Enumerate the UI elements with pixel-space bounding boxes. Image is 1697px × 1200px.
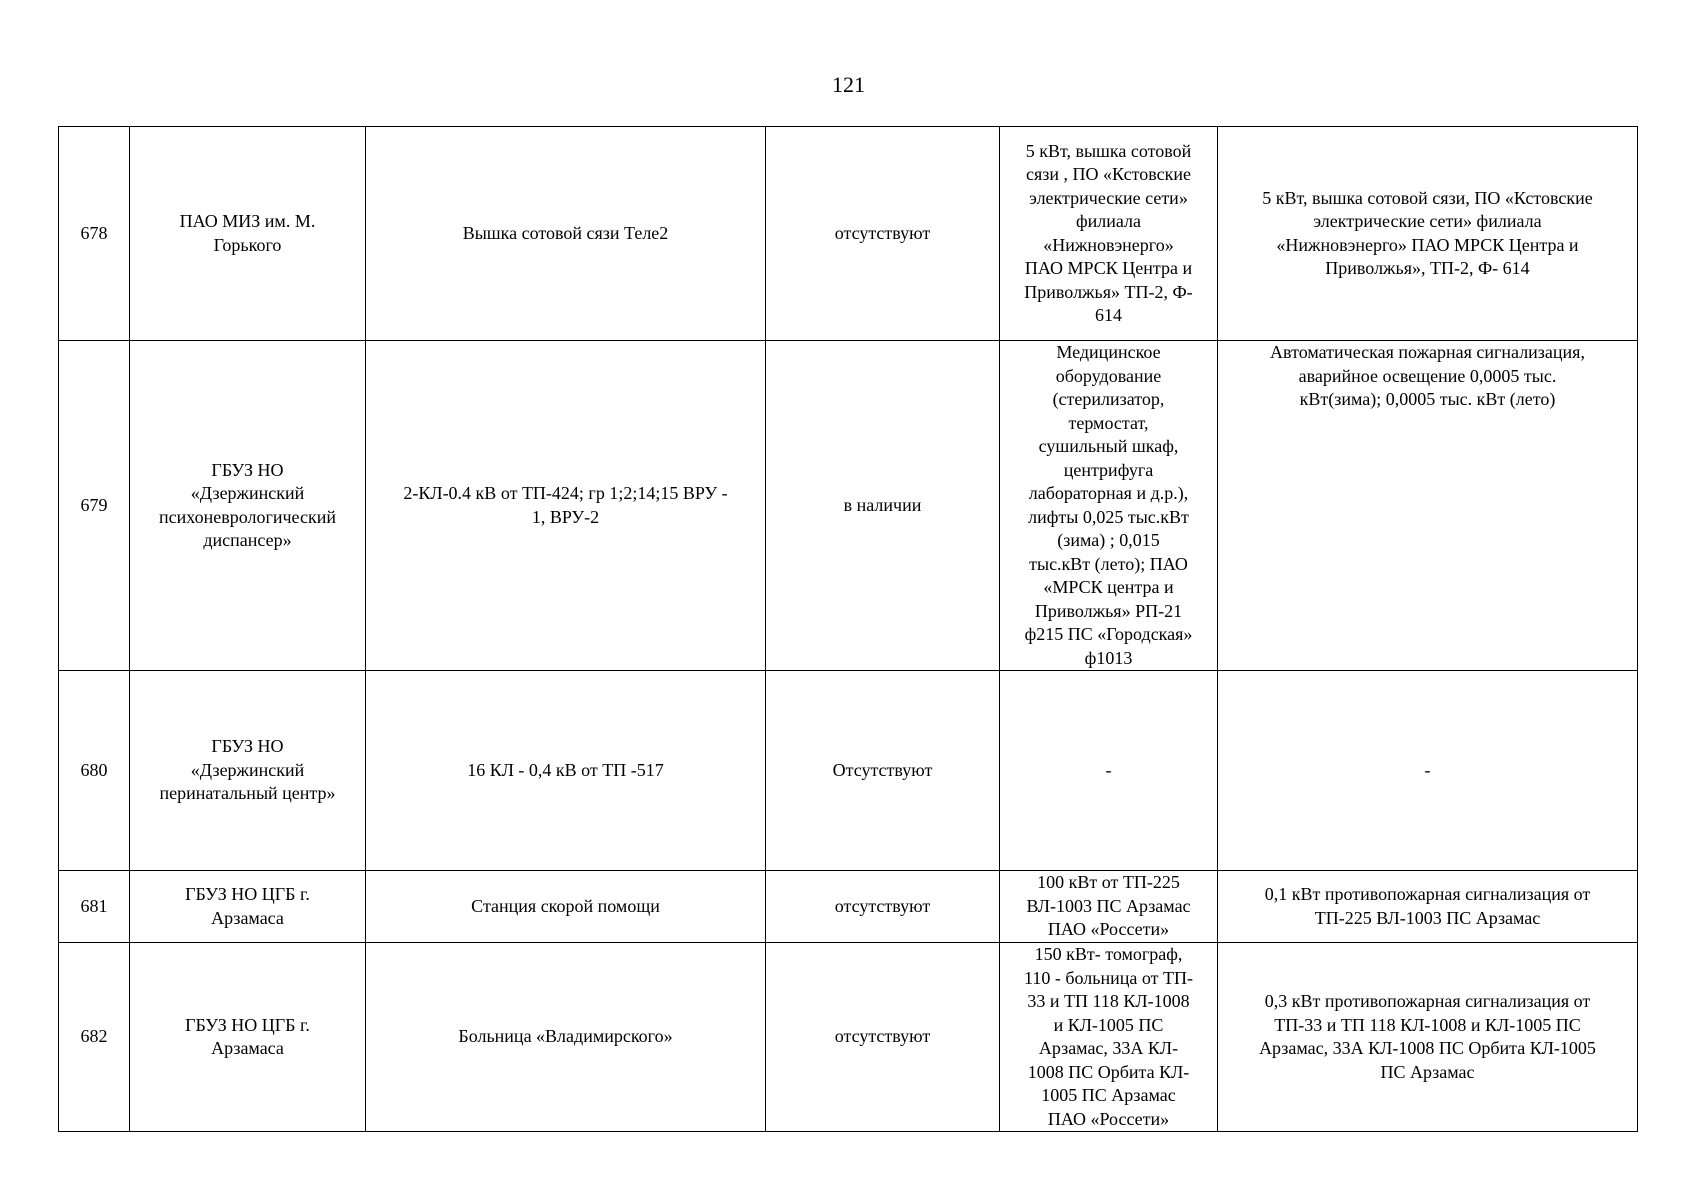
owner-cell: ГБУЗ НО «Дзержинский психоневрологический диспансер» — [130, 341, 366, 671]
object-cell: Больница «Владимирского» — [366, 943, 766, 1132]
row-number: 679 — [59, 341, 130, 671]
power-source-cell: Медицинское оборудование (стерилизатор, термостат, сушильный шкаф, центрифуга лабораторная и д.р.), лифты 0,025 тыс.кВт (зима) ; 0,015 тыс.кВт (лето); ПАО «МРСК центра и Приволжья» РП-21 ф215 ПС «Городская» ф1013 — [1000, 341, 1218, 671]
availability-cell: Отсутствуют — [766, 671, 1000, 871]
data-table — [58, 126, 1638, 1132]
object-cell: Станция скорой помощи — [366, 871, 766, 943]
owner-cell: ГБУЗ НО «Дзержинский перинатальный центр» — [130, 671, 366, 871]
owner-cell: ПАО МИЗ им. М. Горького — [130, 127, 366, 341]
availability-cell: отсутствуют — [766, 943, 1000, 1132]
emergency-supply-cell: - — [1218, 671, 1638, 871]
table-row — [59, 671, 1638, 871]
availability-cell: отсутствуют — [766, 127, 1000, 341]
owner-cell: ГБУЗ НО ЦГБ г. Арзамаса — [130, 871, 366, 943]
row-number: 678 — [59, 127, 130, 341]
power-source-cell: 5 кВт, вышка сотовой сязи , ПО «Кстовские электрические сети» филиала «Нижновэнерго» ПАО МРСК Центра и Приволжья» ТП-2, Ф- 614 — [1000, 127, 1218, 341]
emergency-supply-cell: 0,1 кВт противопожарная сигнализация от ТП-225 ВЛ-1003 ПС Арзамас — [1218, 871, 1638, 943]
emergency-supply-cell: 5 кВт, вышка сотовой сязи, ПО «Кстовские электрические сети» филиала «Нижновэнерго» ПАО МРСК Центра и Приволжья», ТП-2, Ф- 614 — [1218, 127, 1638, 341]
object-cell: Вышка сотовой сязи Теле2 — [366, 127, 766, 341]
row-number: 681 — [59, 871, 130, 943]
owner-cell: ГБУЗ НО ЦГБ г. Арзамаса — [130, 943, 366, 1132]
table-row — [59, 943, 1638, 1132]
table-row — [59, 341, 1638, 671]
emergency-supply-cell: Автоматическая пожарная сигнализация, аварийное освещение 0,0005 тыс. кВт(зима); 0,0005 тыс. кВт (лето) — [1218, 341, 1638, 671]
availability-cell: в наличии — [766, 341, 1000, 671]
power-source-cell: 100 кВт от ТП-225 ВЛ-1003 ПС Арзамас ПАО «Россети» — [1000, 871, 1218, 943]
table-row — [59, 127, 1638, 341]
availability-cell: отсутствуют — [766, 871, 1000, 943]
power-source-cell: 150 кВт- томограф, 110 - больница от ТП- 33 и ТП 118 КЛ-1008 и КЛ-1005 ПС Арзамас, 33А КЛ- 1008 ПС Орбита КЛ- 1005 ПС Арзамас ПАО «Россети» — [1000, 943, 1218, 1132]
row-number: 682 — [59, 943, 130, 1132]
row-number: 680 — [59, 671, 130, 871]
object-cell: 2-КЛ-0.4 кВ от ТП-424; гр 1;2;14;15 ВРУ - 1, ВРУ-2 — [366, 341, 766, 671]
power-source-cell: - — [1000, 671, 1218, 871]
page-number: 121 — [832, 72, 865, 97]
table-row — [59, 871, 1638, 943]
emergency-supply-cell: 0,3 кВт противопожарная сигнализация от ТП-33 и ТП 118 КЛ-1008 и КЛ-1005 ПС Арзамас, 33А КЛ-1008 ПС Орбита КЛ-1005 ПС Арзамас — [1218, 943, 1638, 1132]
object-cell: 16 КЛ - 0,4 кВ от ТП -517 — [366, 671, 766, 871]
